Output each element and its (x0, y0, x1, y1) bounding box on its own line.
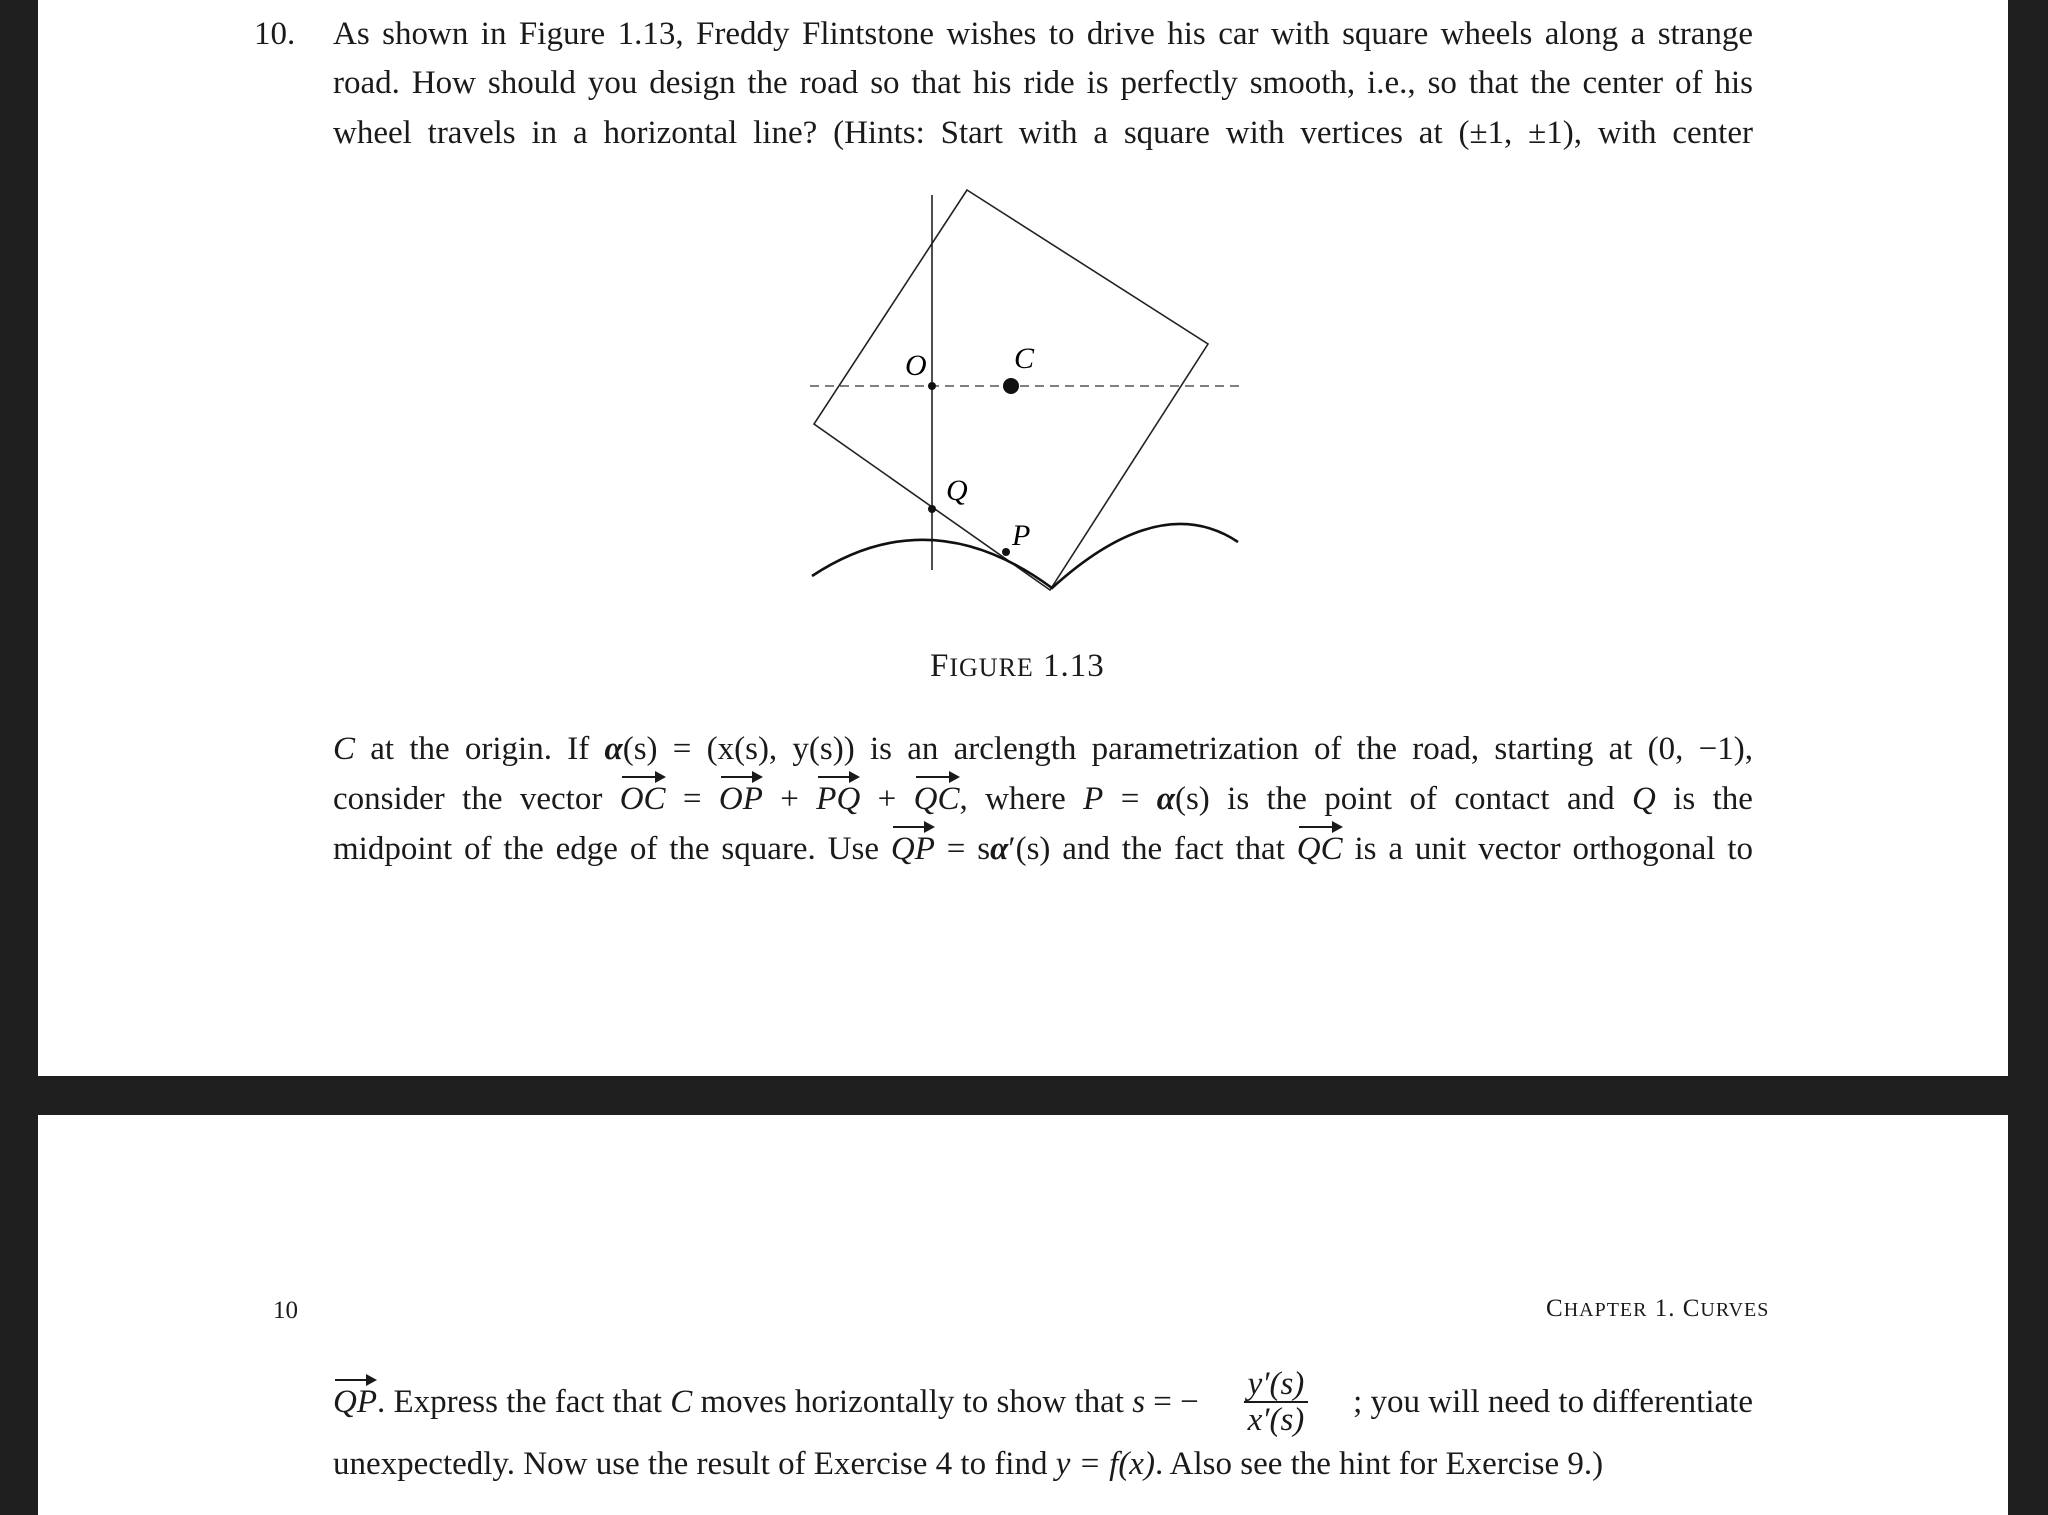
label-O: O (905, 349, 927, 382)
intro-line-3: wheel travels in a horizontal line? (Hints: Start with a square with vertices at (±1, ±1), with center (333, 115, 1753, 151)
label-Q: Q (946, 474, 968, 507)
page-number: 10 (273, 1297, 298, 1324)
label-C: C (1014, 342, 1035, 375)
continuation-line-2: consider the vector OC = OP + PQ + QC, where P = α(s) is the point of contact and Q is the (333, 781, 1753, 817)
exercise-number: 10. (254, 16, 296, 52)
continuation-line-3: midpoint of the edge of the square. Use QP = sα′(s) and the fact that QC is a unit vector orthogonal to (333, 831, 1754, 867)
bottom-line-1: QP. Express the fact that C moves horizontally to show that s = − $\frac{y'(s)}{x'(s)}$ ; you will need to differentiate (333, 1366, 1753, 1438)
fraction: $\frac{y'(s)}{x'(s)}$ (1244, 1367, 1309, 1437)
point-P (1002, 548, 1010, 556)
chapter-header: CHAPTER 1. CURVES (1546, 1295, 1770, 1322)
intro-line-1: As shown in Figure 1.13, Freddy Flintstone wishes to drive his car with square wheels along a strange (333, 16, 1753, 52)
point-O (928, 382, 936, 390)
label-P: P (1012, 519, 1031, 552)
continuation-line-1: C at the origin. If α(s) = (x(s), y(s)) is an arclength parametrization of the road, starting at (0, −1), (333, 731, 1753, 767)
bottom-line-2: unexpectedly. Now use the result of Exercise 4 to find y = f(x). Also see the hint for Exercise 9.) (333, 1446, 1604, 1482)
point-C (1003, 378, 1019, 394)
figure-caption: FIGURE 1.13 (930, 648, 1105, 684)
intro-line-2: road. How should you design the road so that his ride is perfectly smooth, i.e., so that the center of his (333, 65, 1753, 101)
figure-1-13 (790, 180, 1270, 600)
point-Q (928, 505, 936, 513)
